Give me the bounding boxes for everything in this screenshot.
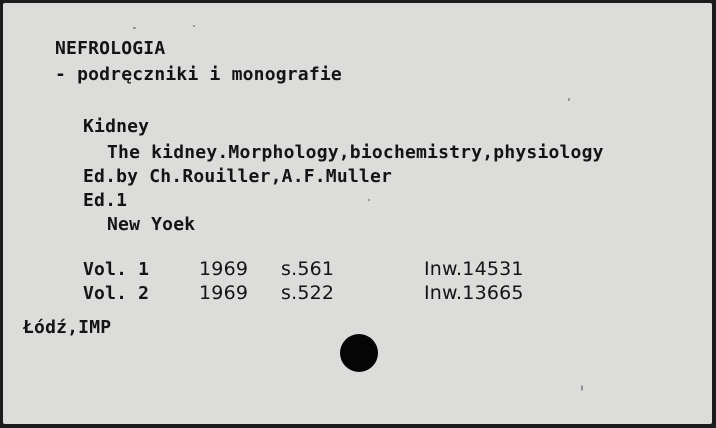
catalog-card (3, 3, 712, 424)
publication-place: New Yoek (107, 214, 196, 235)
library-location: Łódź,IMP (23, 317, 112, 338)
dust-speck (193, 25, 195, 27)
subject-subheading: - podręczniki i monografie (55, 64, 342, 85)
full-title: The kidney.Morphology,biochemistry,physiology (107, 142, 604, 163)
dust-speck (581, 385, 583, 391)
subject-heading: NEFROLOGIA (55, 38, 166, 59)
volume-year: 1969 (199, 258, 249, 280)
dust-speck (368, 199, 370, 201)
edition: Ed.1 (83, 190, 128, 211)
short-title: Kidney (83, 116, 150, 137)
volume-pages: s.522 (281, 282, 335, 304)
volume-inventory: Inw.14531 (424, 258, 524, 280)
volume-label: Vol. 2 (83, 283, 150, 304)
punch-hole (340, 334, 378, 372)
dust-speck (133, 27, 136, 29)
volume-pages: s.561 (281, 258, 335, 280)
volume-inventory: Inw.13665 (424, 282, 524, 304)
volume-label: Vol. 1 (83, 259, 150, 280)
editors: Ed.by Ch.Rouiller,A.F.Muller (83, 166, 393, 187)
volume-year: 1969 (199, 282, 249, 304)
dust-speck (568, 98, 570, 101)
